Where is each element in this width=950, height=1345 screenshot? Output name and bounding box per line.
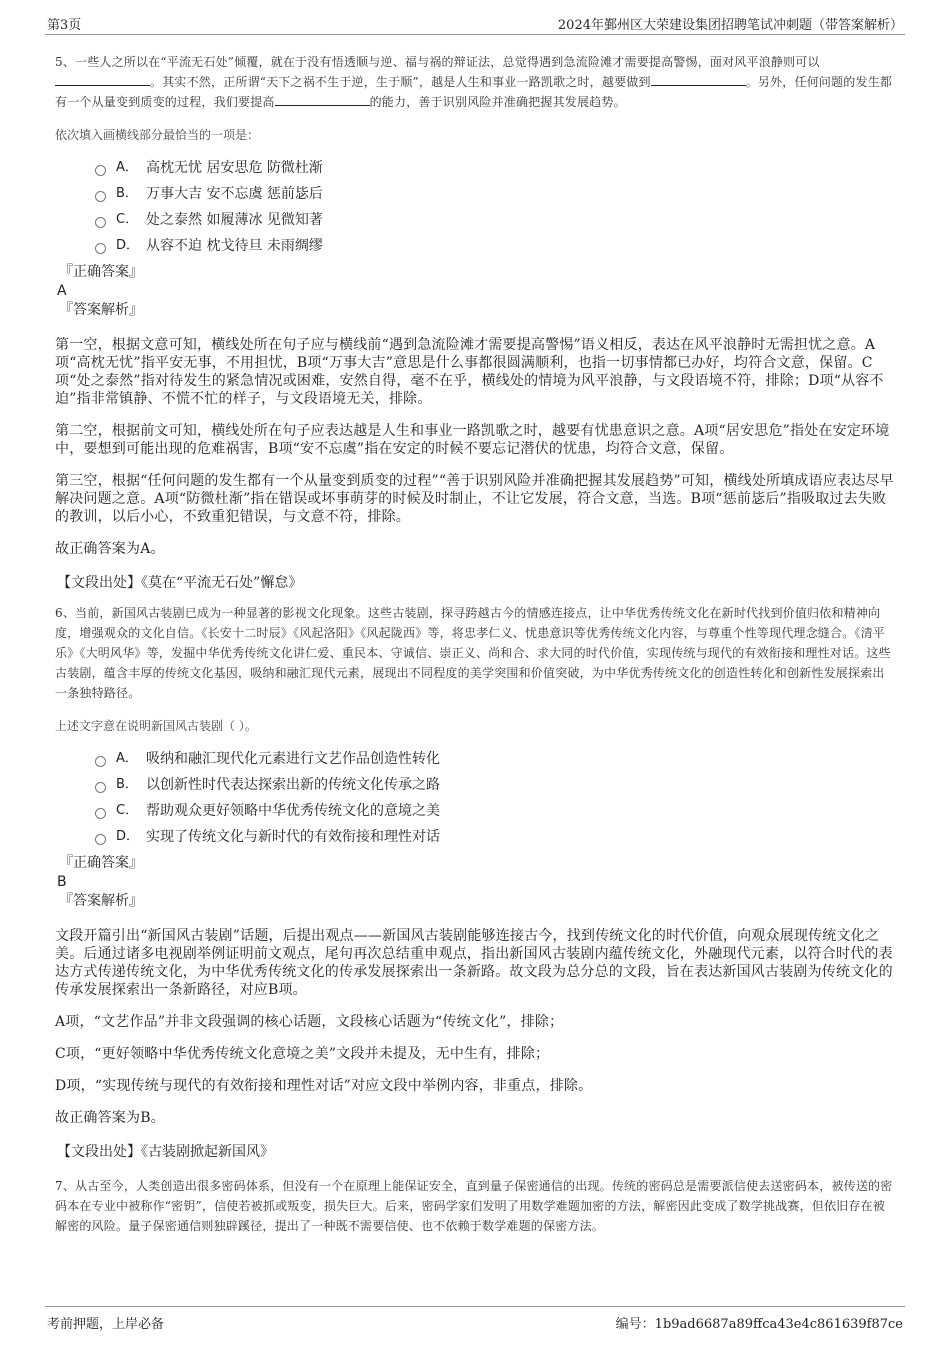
answer-label: 『正确答案』 [59, 264, 143, 280]
source-citation: 【文段出处】《莫在“平流无石处”懈怠》 [57, 575, 303, 591]
page-header [45, 14, 905, 35]
page-footer [45, 1306, 905, 1331]
analysis-paragraph: 文段开篇引出“新国风古装剧”话题，后提出观点——新国风古装剧能够连接古今，找到传统文化的时代价值，向观众展现传统文化之美。后通过诸多电视剧举例证明前文观点，尾句再次总结重申观点，指出新国风古装剧内蕴传统文化，外融现代元素，以符合时代的表达方式传递传统文化，为中华优秀传统文化的传承发展探索出一条新路。故文段为总分总的文段，旨在表达新国风古装剧为传统文化的传承发展探索出一条新路径，对应B项。 [55, 928, 893, 998]
correct-answer: A [57, 283, 67, 299]
fill-blank [55, 73, 150, 86]
option-d[interactable]: D． 从容不迫 枕戈待旦 未雨绸缪 [95, 233, 895, 259]
analysis-paragraph: 第一空，根据文意可知，横线处所在句子应与横线前“遇到急流险滩才需要提高警惕”语义相反，表达在风平浪静时无需担忧之意。A项“高枕无忧”指平安无事，不用担忧，B项“万事大吉”意思是什么事都很圆满顺利，也指一切事情都已办好，均符合文意，保留。C项“处之泰然”指对待发生的紧急情况或困难，安然自得，毫不在乎，横线处的情境为风平浪静，与文段语境不符，排除；D项“从容不迫”指非常镇静、不慌不忙的样子，与文段语境无关，排除。 [55, 337, 884, 407]
analysis-conclusion: 故正确答案为B。 [55, 1110, 165, 1126]
option-b[interactable]: B． 以创新性时代表达探索出新的传统文化传承之路 [95, 772, 895, 798]
question-5-prompt: 依次填入画横线部分最恰当的一项是： [55, 128, 260, 142]
option-c[interactable]: C． 帮助观众更好领略中华优秀传统文化的意境之美 [95, 798, 895, 824]
analysis-paragraph: D项，“实现传统与现代的有效衔接和理性对话”对应文段中举例内容，非重点，排除。 [55, 1078, 593, 1094]
question-5-options [95, 155, 895, 259]
document-id: 编号：1b9ad6687a89ffca43e4c861639f87ce [615, 1317, 903, 1332]
analysis-conclusion: 故正确答案为A。 [55, 541, 165, 557]
analysis-paragraph: C项，“更好领略中华优秀传统文化意境之美”文段并未提及，无中生有，排除； [55, 1046, 550, 1062]
option-d[interactable]: D． 实现了传统文化与新时代的有效衔接和理性对话 [95, 824, 895, 850]
correct-answer: B [57, 874, 67, 890]
radio-button[interactable] [95, 782, 106, 793]
page-number: 第3页 [47, 18, 82, 33]
fill-blank [651, 73, 746, 86]
question-6 [55, 603, 895, 1162]
analysis-paragraph: A项，“文艺作品”并非文段强调的核心话题，文段核心话题为“传统文化”，排除； [55, 1014, 564, 1030]
option-a[interactable]: A． 高枕无忧 居安思危 防微杜渐 [95, 155, 895, 181]
radio-button[interactable] [95, 834, 106, 845]
question-6-options [95, 746, 895, 850]
analysis-paragraph: 第二空，根据前文可知，横线处所在句子应表达越是人生和事业一路凯歌之时，越要有忧患意识之意。A项“居安思危”指处在安定环境中，要想到可能出现的危难祸害，B项“安不忘虞”指在安定的时候不要忘记潜伏的忧患，均符合文意，保留。 [55, 423, 890, 457]
analysis-label: 『答案解析』 [59, 302, 143, 318]
radio-button[interactable] [95, 217, 106, 228]
question-6-stem: 6、当前，新国风古装剧已成为一种显著的影视文化现象。这些古装剧，探寻跨越古今的情感连接点，让中华优秀传统文化在新时代找到价值归依和精神向度，增强观众的文化自信。《长安十二时辰》《风起洛阳》《风起陇西》等，将忠孝仁义、忧患意识等优秀传统文化内容，与尊重个性等现代理念缝合。《清平乐》《大明风华》等，发掘中华优秀传统文化讲仁爱、重民本、守诚信、崇正义、尚和合、求大同的时代价值，实现传统与现代的有效衔接和理性对话。这些古装剧，蕴含丰厚的传统文化基因，吸纳和融汇现代元素，展现出不同程度的美学突围和价值突破，为中华优秀传统文化的创造性转化和创新性发展探索出一条独特路径。 [55, 606, 891, 700]
question-5 [55, 52, 895, 593]
question-5-stem: 5、一些人之所以在“平流无石处”倾覆，就在于没有悟透顺与逆、福与祸的辩证法，总觉得遇到急流险滩才需要提高警惕，面对风平浪静则可以。其实不然，正所谓“天下之祸不生于逆，生于顺”，越是人生和事业一路凯歌之时，越要做到 。另外，任何问题的发生都有一个从量变到质变的过程，我们要提高 的能力，善于识别风险并准确把握其发展趋势。 [55, 55, 893, 109]
option-c[interactable]: C． 处之泰然 如履薄冰 见微知著 [95, 207, 895, 233]
radio-button[interactable] [95, 243, 106, 254]
question-7-stem: 7、从古至今，人类创造出很多密码体系，但没有一个在原理上能保证安全，直到量子保密通信的出现。传统的密码总是需要派信使去送密码本，被传送的密码本在专业中被称作“密钥”，信使若被抓或叛变，损失巨大。后来，密码学家们发明了用数学难题加密的方法，解密因此变成了数学挑战赛，但依旧存在被解密的风险。量子保密通信则独辟蹊径，提出了一种既不需要信使、也不依赖于数学难题的保密方法。 [55, 1179, 893, 1233]
radio-button[interactable] [95, 191, 106, 202]
question-7 [55, 1176, 895, 1236]
option-a[interactable]: A． 吸纳和融汇现代化元素进行文艺作品创造性转化 [95, 746, 895, 772]
radio-button[interactable] [95, 808, 106, 819]
source-citation: 【文段出处】《古装剧掀起新国风》 [57, 1144, 274, 1160]
document-title: 2024年鄞州区大荣建设集团招聘笔试冲刺题（带答案解析） [557, 18, 903, 33]
fill-blank [275, 93, 370, 106]
footer-slogan: 考前押题，上岸必备 [47, 1317, 165, 1332]
analysis-label: 『答案解析』 [59, 893, 143, 909]
radio-button[interactable] [95, 756, 106, 767]
radio-button[interactable] [95, 165, 106, 176]
analysis-paragraph: 第三空，根据“任何问题的发生都有一个从量变到质变的过程”“善于识别风险并准确把握其发展趋势”可知，横线处所填成语应表达尽早解决问题之意。A项“防微杜渐”指在错误或坏事萌芽的时候及时制止，不让它发展，符合文意，当选。B项“惩前毖后”指吸取过去失败的教训，以后小心，不致重犯错误，与文意不符，排除。 [55, 473, 894, 525]
answer-label: 『正确答案』 [59, 855, 143, 871]
question-6-prompt: 上述文字意在说明新国风古装剧（ ）。 [55, 719, 257, 733]
document-body [55, 52, 895, 1236]
option-b[interactable]: B． 万事大吉 安不忘虞 惩前毖后 [95, 181, 895, 207]
